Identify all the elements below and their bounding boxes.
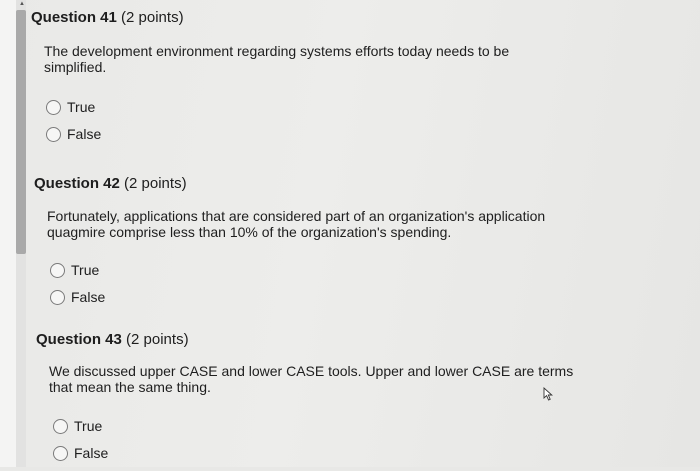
option-false[interactable] bbox=[53, 444, 573, 462]
scrollbar-thumb[interactable] bbox=[16, 10, 26, 254]
option-label[interactable]: True bbox=[67, 99, 96, 115]
question-text-line: quagmire comprise less than 10% of the organization's spending. bbox=[47, 224, 452, 240]
option-label[interactable]: False bbox=[74, 445, 109, 461]
option-false[interactable] bbox=[46, 125, 509, 143]
option-label[interactable]: False bbox=[71, 289, 106, 305]
option-true[interactable] bbox=[53, 417, 573, 435]
radio-button[interactable] bbox=[46, 100, 61, 115]
question-42 bbox=[34, 175, 545, 315]
option-true[interactable] bbox=[50, 261, 545, 279]
radio-button[interactable] bbox=[53, 419, 68, 434]
radio-button[interactable] bbox=[46, 127, 61, 142]
option-label[interactable]: False bbox=[67, 126, 102, 142]
question-points: (2 points) bbox=[126, 331, 189, 348]
answer-options bbox=[50, 261, 545, 306]
question-text-line: that mean the same thing. bbox=[49, 379, 211, 395]
radio-button[interactable] bbox=[53, 446, 68, 461]
option-true[interactable] bbox=[46, 98, 509, 116]
question-points: (2 points) bbox=[124, 175, 187, 192]
radio-button[interactable] bbox=[50, 263, 65, 278]
question-41 bbox=[31, 9, 509, 152]
mouse-pointer-icon bbox=[543, 387, 555, 401]
scroll-up-arrow-icon[interactable]: ▲ bbox=[19, 1, 25, 7]
option-label[interactable]: True bbox=[71, 262, 100, 278]
option-false[interactable] bbox=[50, 288, 545, 306]
question-text bbox=[44, 43, 509, 75]
answer-options bbox=[46, 98, 509, 143]
answer-options bbox=[53, 417, 573, 462]
question-text bbox=[47, 208, 545, 240]
question-text-line: The development environment regarding systems efforts today needs to be bbox=[44, 43, 510, 59]
question-text-line: We discussed upper CASE and lower CASE tools. Upper and lower CASE are terms bbox=[49, 363, 574, 379]
question-title: Question 43 bbox=[36, 331, 122, 348]
question-text-line: simplified. bbox=[44, 59, 107, 75]
question-points: (2 points) bbox=[121, 9, 184, 26]
question-header bbox=[34, 175, 545, 192]
question-header bbox=[36, 331, 573, 348]
radio-button[interactable] bbox=[50, 290, 65, 305]
question-text-line: Fortunately, applications that are considered part of an organization's application bbox=[47, 208, 546, 224]
question-title: Question 41 bbox=[31, 9, 117, 26]
option-label[interactable]: True bbox=[74, 418, 103, 434]
question-header bbox=[31, 9, 509, 26]
question-43 bbox=[36, 331, 573, 471]
left-margin bbox=[0, 0, 16, 467]
question-title: Question 42 bbox=[34, 175, 120, 192]
question-text bbox=[49, 363, 573, 395]
